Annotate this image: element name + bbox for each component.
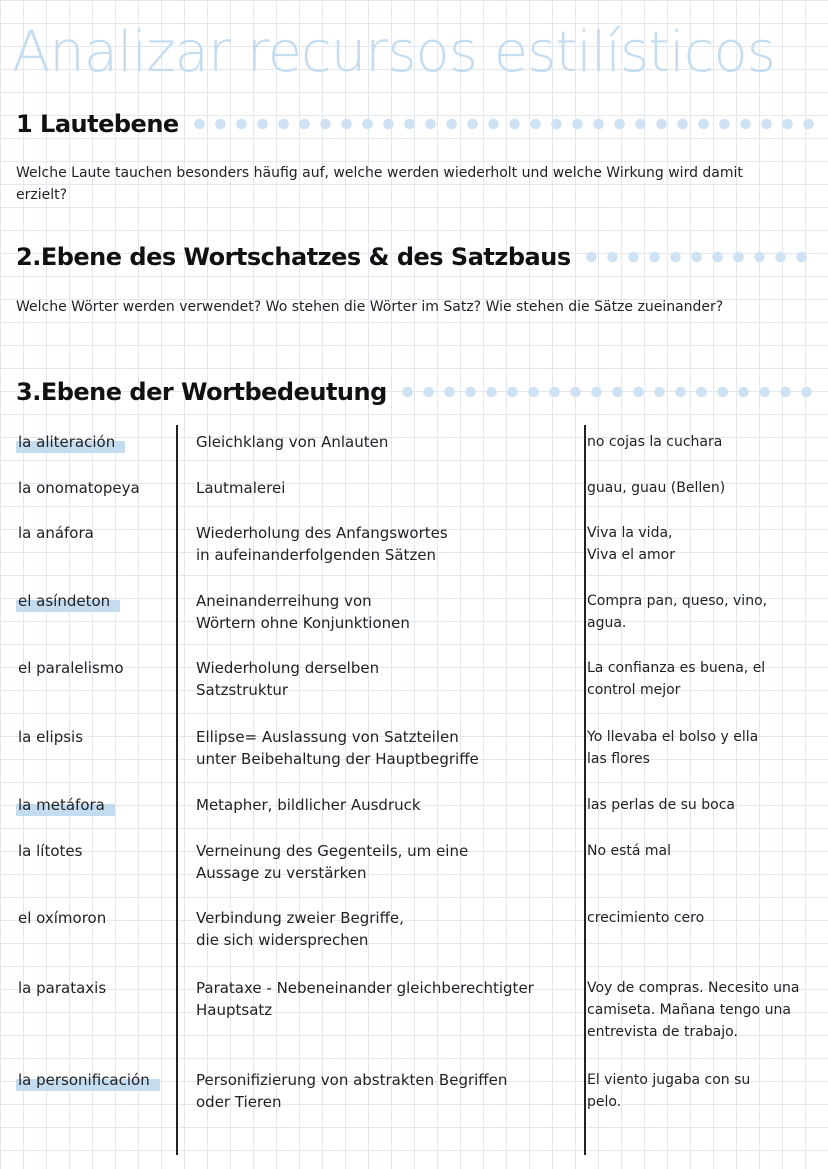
example-cell: Compra pan, queso, vino, agua. (587, 593, 768, 631)
definition-cell: Metapher, bildlicher Ausdruck (196, 796, 421, 814)
dot-divider (397, 385, 816, 399)
term-cell: la metáfora (16, 794, 115, 816)
section-heading: 2.Ebene des Wortschatzes & des Satzbaus (16, 243, 571, 271)
section-heading: 3.Ebene der Wortbedeutung (16, 378, 387, 406)
page-title: Analizar recursos estilísticos (12, 20, 775, 85)
term-cell: la personificación (16, 1069, 160, 1091)
example-cell: El viento jugaba con su pelo. (587, 1072, 751, 1110)
example-cell: Yo llevaba el bolso y ella las flores (587, 729, 759, 767)
definition-cell: Wiederholung derselben Satzstruktur (196, 659, 380, 699)
definition-cell: Ellipse= Auslassung von Satzteilen unter Beibehaltung der Hauptbegriffe (196, 728, 479, 768)
term-cell: la parataxis (18, 979, 107, 997)
section-heading-row (16, 378, 816, 406)
example-cell: guau, guau (Bellen) (587, 480, 726, 496)
example-cell: no cojas la cuchara (587, 434, 723, 450)
term-cell: el asíndeton (16, 590, 120, 612)
definition-cell: Verneinung des Gegenteils, um eine Aussage zu verstärken (196, 842, 469, 882)
definition-cell: Lautmalerei (196, 479, 286, 497)
term-cell: la lítotes (18, 842, 83, 860)
section-heading-row (16, 243, 816, 271)
section-heading: 1 Lautebene (16, 110, 179, 138)
dot-divider (581, 250, 816, 264)
term-cell: el paralelismo (18, 659, 124, 677)
term-cell: la anáfora (18, 524, 94, 542)
definition-cell: Wiederholung des Anfangswortes in aufeinanderfolgenden Sätzen (196, 524, 448, 564)
definition-cell: Personifizierung von abstrakten Begriffen oder Tieren (196, 1071, 508, 1111)
section-text: Welche Laute tauchen besonders häufig auf, welche werden wiederholt und welche Wirkung wird damit erzielt? (16, 165, 743, 203)
section-heading-row (16, 110, 816, 138)
example-cell: Voy de compras. Necesito una camiseta. Mañana tengo una entrevista de trabajo. (587, 980, 800, 1040)
example-cell: La confianza es buena, el control mejor (587, 660, 766, 698)
term-cell: la onomatopeya (18, 479, 140, 497)
term-cell: el oxímoron (18, 909, 107, 927)
definition-cell: Aneinanderreihung von Wörtern ohne Konjunktionen (196, 592, 410, 632)
example-cell: No está mal (587, 843, 672, 859)
definition-cell: Gleichklang von Anlauten (196, 433, 389, 451)
term-cell: la aliteración (16, 431, 125, 453)
example-cell: las perlas de su boca (587, 797, 735, 813)
definition-cell: Parataxe - Nebeneinander gleichberechtigter Hauptsatz (196, 979, 534, 1019)
term-cell: la elipsis (18, 728, 84, 746)
example-cell: crecimiento cero (587, 910, 705, 926)
table-divider-left (176, 425, 178, 1155)
definition-cell: Verbindung zweier Begriffe, die sich widersprechen (196, 909, 404, 949)
dot-divider (189, 117, 816, 131)
table-divider-right (584, 425, 586, 1155)
section-text: Welche Wörter werden verwendet? Wo stehen die Wörter im Satz? Wie stehen die Sätze zueinander? (16, 299, 724, 315)
example-cell: Viva la vida, Viva el amor (587, 525, 675, 563)
